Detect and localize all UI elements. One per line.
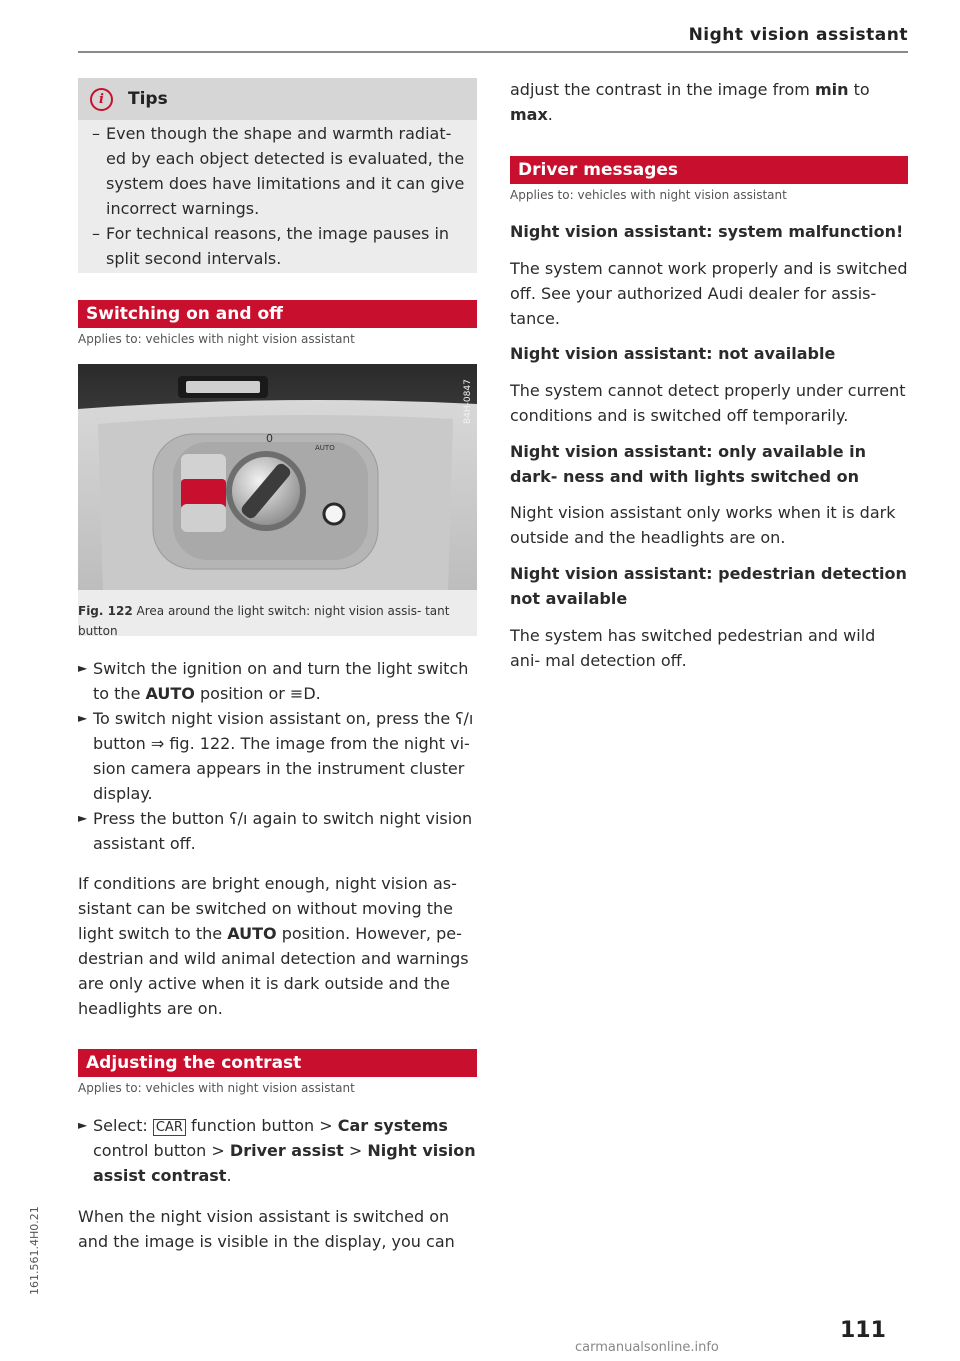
car-key: CAR (153, 1119, 186, 1136)
applies-note: Applies to: vehicles with night vision assistant (78, 1081, 355, 1095)
body-paragraph: adjust the contrast in the image from min to max. (510, 80, 870, 124)
tips-item: – Even though the shape and warmth radiat- ed by each object detected is evaluated, the system does have limitations and it can give incorrect warnings. (92, 124, 465, 218)
night-vision-button-icon: ʕ∕ı (455, 709, 474, 728)
night-vision-button-icon: ʕ∕ı (229, 809, 248, 828)
message-text: The system has switched pedestrian and wild ani- mal detection off. (510, 626, 876, 670)
section-title-contrast: Adjusting the contrast (78, 1049, 477, 1077)
message-text: The system cannot detect properly under current conditions and is switched off temporarily. (510, 381, 906, 425)
message-heading: Night vision assistant: system malfunction! (510, 222, 904, 241)
figure-code: B4H-0847 (463, 379, 473, 424)
figure-caption (78, 601, 468, 641)
applies-note: Applies to: vehicles with night vision assistant (510, 188, 787, 202)
instruction-step: ► To switch night vision assistant on, press the ʕ∕ı button ⇒ fig. 122. The image from the night vi- sion camera appears in the instrument cluster display. (78, 709, 474, 803)
message-heading: Night vision assistant: only available in dark- ness and with lights switched on (510, 442, 867, 486)
side-code: 161.561.4H0.21 (28, 1206, 41, 1295)
watermark: carmanualsonline.info (575, 1340, 719, 1355)
applies-note: Applies to: vehicles with night vision assistant (78, 332, 355, 346)
figure-light-switch (78, 364, 477, 590)
svg-text:AUTO: AUTO (315, 444, 335, 452)
message-text: Night vision assistant only works when it is dark outside and the headlights are on. (510, 503, 896, 547)
figure-label: Fig. 122 (78, 604, 133, 618)
page-number: 111 (840, 1318, 886, 1343)
svg-text:0: 0 (266, 432, 273, 445)
info-icon: i (90, 88, 113, 111)
figure-caption-text: Area around the light switch: night vision assis- tant button (78, 604, 450, 638)
instruction-step: ► Press the button ʕ∕ı again to switch night vision assistant off. (78, 809, 473, 853)
light-switch-illustration (78, 364, 477, 590)
tips-label: Tips (128, 89, 168, 109)
message-heading: Night vision assistant: not available (510, 344, 836, 363)
instruction-step: ► Switch the ignition on and turn the light switch to the AUTO position or ≡D. (78, 659, 469, 703)
message-heading: Night vision assistant: pedestrian detection not available (510, 564, 907, 608)
instruction-step: ► Select: CAR function button > Car systems control button > Driver assist > Night vision assist contrast. (78, 1116, 476, 1185)
tips-box (78, 78, 477, 273)
header-divider (78, 51, 908, 53)
body-paragraph: If conditions are bright enough, night vision as- sistant can be switched on without moving the light switch to the AUTO position. However, pe- destrian and wild animal detection and warnings are only active when it is dark outside and the headlights are on. (78, 874, 469, 1018)
page-header-title: Night vision assistant (688, 25, 908, 45)
body-paragraph: When the night vision assistant is switched on and the image is visible in the display, you can (78, 1207, 455, 1251)
message-text: The system cannot work properly and is switched off. See your authorized Audi dealer for assis- tance. (510, 259, 908, 328)
section-title-switching: Switching on and off (78, 300, 477, 328)
section-title-driver-messages: Driver messages (510, 156, 908, 184)
tips-item: – For technical reasons, the image pauses in split second intervals. (92, 224, 450, 268)
tips-header (78, 78, 477, 120)
